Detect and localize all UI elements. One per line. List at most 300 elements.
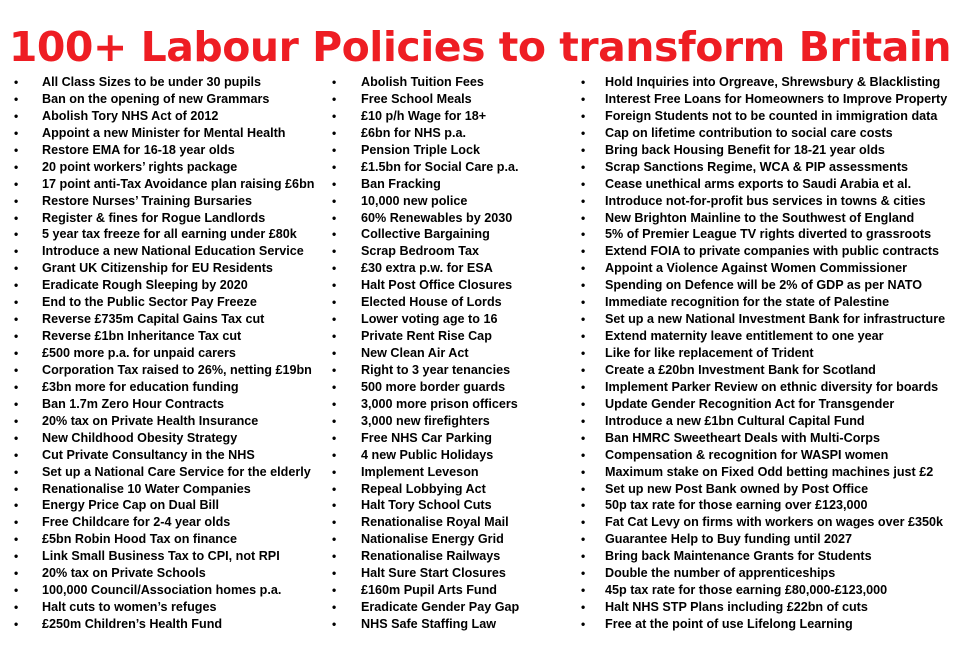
policy-item <box>581 125 947 142</box>
policy-text: £1.5bn for Social Care p.a. <box>361 159 519 174</box>
policy-item <box>332 464 519 481</box>
bullet-icon: • <box>581 108 586 123</box>
policy-text: Collective Bargaining <box>361 227 490 242</box>
policy-text: Repeal Lobbying Act <box>361 481 486 496</box>
policy-text: New Childhood Obesity Strategy <box>42 430 238 445</box>
bullet-icon: • <box>332 600 337 615</box>
policy-item <box>14 260 314 277</box>
policy-item <box>14 159 314 176</box>
policy-item <box>581 616 947 633</box>
bullet-icon: • <box>332 75 337 89</box>
policy-text: 60% Renewables by 2030 <box>361 210 513 225</box>
bullet-icon: • <box>332 329 337 344</box>
policy-text: Immediate recognition for the state of Palestine <box>605 295 890 310</box>
policy-list-column-2 <box>332 74 520 633</box>
policy-text: Compensation & recognition for WASPI women <box>605 447 889 462</box>
policy-text: £3bn more for education funding <box>42 379 239 394</box>
bullet-icon: • <box>332 176 337 191</box>
bullet-icon: • <box>14 362 19 377</box>
policy-text: £6bn for NHS p.a. <box>361 125 466 140</box>
policy-text: 50p tax rate for those earning over £123,000 <box>605 498 868 513</box>
policy-text: Halt NHS STP Plans including £22bn of cuts <box>605 600 868 615</box>
bullet-icon: • <box>581 261 586 276</box>
policy-text: Eradicate Rough Sleeping by 2020 <box>42 278 248 293</box>
bullet-icon: • <box>14 515 19 530</box>
policy-item <box>332 210 519 227</box>
bullet-icon: • <box>581 312 586 327</box>
policy-text: 100,000 Council/Association homes p.a. <box>42 583 282 598</box>
bullet-icon: • <box>332 583 337 598</box>
bullet-icon: • <box>14 193 19 208</box>
policy-item <box>14 311 314 328</box>
policy-text: Register & fines for Rogue Landlords <box>42 210 266 225</box>
bullet-icon: • <box>332 481 337 496</box>
policy-item <box>332 531 519 548</box>
policy-item <box>581 328 947 345</box>
policy-item <box>332 277 519 294</box>
policy-text: 5% of Premier League TV rights diverted to grassroots <box>605 227 932 242</box>
policy-text: Update Gender Recognition Act for Transgender <box>605 396 895 411</box>
policy-item <box>581 548 947 565</box>
policy-item <box>581 91 948 108</box>
policy-item <box>14 176 315 193</box>
policy-item <box>332 193 519 210</box>
policy-item <box>581 447 947 464</box>
bullet-icon: • <box>332 447 337 462</box>
policy-text: Halt Post Office Closures <box>361 278 513 293</box>
bullet-icon: • <box>14 244 19 259</box>
policy-item <box>14 379 314 396</box>
policy-text: New Clean Air Act <box>361 346 469 360</box>
bullet-icon: • <box>332 498 337 513</box>
bullet-icon: • <box>581 295 586 310</box>
bullet-icon: • <box>581 498 586 513</box>
policy-text: Double the number of apprenticeships <box>605 566 836 581</box>
bullet-icon: • <box>14 142 19 157</box>
bullet-icon: • <box>332 549 337 564</box>
bullet-icon: • <box>581 329 586 344</box>
policy-text: £10 p/h Wage for 18+ <box>361 108 487 123</box>
bullet-icon: • <box>332 464 337 479</box>
policy-text: 500 more border guards <box>361 379 506 394</box>
policy-item <box>14 531 314 548</box>
policy-item <box>581 159 947 176</box>
policy-item <box>332 294 519 311</box>
policy-text: Eradicate Gender Pay Gap <box>361 600 520 615</box>
policy-text: Free Childcare for 2-4 year olds <box>42 515 231 530</box>
policy-text: Restore EMA for 16-18 year olds <box>42 142 235 157</box>
bullet-icon: • <box>332 261 337 276</box>
policy-item <box>581 362 947 379</box>
policy-text: Restore Nurses’ Training Bursaries <box>42 193 252 208</box>
policy-text: Private Rent Rise Cap <box>361 329 492 344</box>
policy-item <box>14 125 314 142</box>
policy-text: 20% tax on Private Schools <box>42 566 206 581</box>
policy-text: New Brighton Mainline to the Southwest of England <box>605 210 915 225</box>
bullet-icon: • <box>14 396 19 411</box>
policy-text: Halt Sure Start Closures <box>361 566 506 581</box>
bullet-icon: • <box>14 346 19 360</box>
policy-item <box>332 108 519 125</box>
policy-text: Ban Fracking <box>361 176 441 191</box>
policy-text: 3,000 new firefighters <box>361 413 490 428</box>
policy-text: Ban HMRC Sweetheart Deals with Multi-Corps <box>605 430 880 445</box>
bullet-icon: • <box>332 617 337 631</box>
policy-text: Extend maternity leave entitlement to one year <box>605 329 884 344</box>
policy-text: Set up a new National Investment Bank for infrastructure <box>605 312 946 327</box>
bullet-icon: • <box>332 91 337 106</box>
bullet-icon: • <box>14 430 19 445</box>
bullet-icon: • <box>332 142 337 157</box>
policy-text: Halt Tory School Cuts <box>361 498 492 513</box>
bullet-icon: • <box>581 396 586 411</box>
policy-text: Fat Cat Levy on firms with workers on wages over £350k <box>605 515 944 530</box>
bullet-icon: • <box>14 549 19 564</box>
policy-item <box>332 91 519 108</box>
policy-item <box>581 582 947 599</box>
policy-text: Interest Free Loans for Homeowners to Improve Property <box>605 91 948 106</box>
policy-text: Lower voting age to 16 <box>361 312 498 327</box>
bullet-icon: • <box>581 227 586 242</box>
policy-item <box>14 464 314 481</box>
policy-text: Implement Leveson <box>361 464 479 479</box>
policy-text: £30 extra p.w. for ESA <box>361 261 493 276</box>
policy-item <box>14 514 314 531</box>
bullet-icon: • <box>14 159 19 174</box>
policy-item <box>581 345 947 362</box>
policy-item <box>332 430 519 447</box>
policy-text: Extend FOIA to private companies with public contracts <box>605 244 940 259</box>
bullet-icon: • <box>581 379 586 394</box>
policy-text: Energy Price Cap on Dual Bill <box>42 498 220 513</box>
policy-text: Bring back Housing Benefit for 18-21 year olds <box>605 142 885 157</box>
policy-item <box>14 243 314 260</box>
policy-text: £160m Pupil Arts Fund <box>361 583 497 598</box>
bullet-icon: • <box>581 75 586 89</box>
bullet-icon: • <box>332 227 337 242</box>
policy-text: Cease unethical arms exports to Saudi Arabia et al. <box>605 176 912 191</box>
policy-text: Nationalise Energy Grid <box>361 532 504 547</box>
bullet-icon: • <box>14 329 19 344</box>
policy-item <box>14 226 314 243</box>
policy-text: Appoint a Violence Against Women Commissioner <box>605 261 908 276</box>
bullet-icon: • <box>332 346 337 360</box>
policy-text: Cap on lifetime contribution to social care costs <box>605 125 893 140</box>
policy-text: Abolish Tuition Fees <box>361 75 484 89</box>
policy-item <box>581 142 947 159</box>
policy-item <box>332 514 519 531</box>
policy-item <box>332 396 519 413</box>
policy-item <box>332 599 520 616</box>
policy-text: Link Small Business Tax to CPI, not RPI <box>42 549 280 564</box>
bullet-icon: • <box>14 312 19 327</box>
policy-text: 5 year tax freeze for all earning under £80k <box>42 227 297 242</box>
policy-text: Set up a National Care Service for the elderly <box>42 464 311 479</box>
policy-item <box>581 396 947 413</box>
bullet-icon: • <box>14 91 19 106</box>
bullet-icon: • <box>581 159 586 174</box>
bullet-icon: • <box>14 413 19 428</box>
policy-item <box>581 481 947 498</box>
policy-item <box>332 311 519 328</box>
bullet-icon: • <box>581 549 586 564</box>
policy-item <box>581 243 947 260</box>
policy-item <box>581 311 947 328</box>
policy-item <box>332 226 519 243</box>
policy-item <box>14 447 314 464</box>
policy-text: 17 point anti-Tax Avoidance plan raising £6bn <box>42 176 315 191</box>
policy-item <box>581 226 947 243</box>
bullet-icon: • <box>332 396 337 411</box>
policy-item <box>581 294 947 311</box>
policy-text: Scrap Sanctions Regime, WCA & PIP assessments <box>605 159 909 174</box>
policy-item <box>14 413 314 430</box>
bullet-icon: • <box>332 159 337 174</box>
policy-text: All Class Sizes to be under 30 pupils <box>42 75 262 89</box>
policy-item <box>581 193 947 210</box>
policy-item <box>14 362 314 379</box>
policy-list-column-3 <box>581 74 948 633</box>
policy-item <box>14 294 314 311</box>
policy-text: Free NHS Car Parking <box>361 430 492 445</box>
policy-item <box>332 548 519 565</box>
policy-item <box>14 616 314 633</box>
bullet-icon: • <box>332 108 337 123</box>
policy-item <box>332 481 519 498</box>
bullet-icon: • <box>332 244 337 259</box>
policy-item <box>581 176 947 193</box>
policy-text: Reverse £735m Capital Gains Tax cut <box>42 312 265 327</box>
policy-item <box>14 565 314 582</box>
policy-text: Scrap Bedroom Tax <box>361 244 480 259</box>
bullet-icon: • <box>332 278 337 293</box>
bullet-icon: • <box>14 210 19 225</box>
policy-text: Corporation Tax raised to 26%, netting £19bn <box>42 362 312 377</box>
policy-item <box>581 260 947 277</box>
bullet-icon: • <box>332 413 337 428</box>
bullet-icon: • <box>14 566 19 581</box>
policy-item <box>581 514 947 531</box>
policy-item <box>14 277 314 294</box>
policy-item <box>581 74 947 91</box>
bullet-icon: • <box>581 362 586 377</box>
bullet-icon: • <box>581 464 586 479</box>
policy-item <box>14 430 314 447</box>
bullet-icon: • <box>14 261 19 276</box>
policy-item <box>14 599 314 616</box>
policy-text: Appoint a new Minister for Mental Health <box>42 125 286 140</box>
bullet-icon: • <box>14 532 19 547</box>
policy-item <box>14 193 314 210</box>
policy-item <box>332 243 519 260</box>
bullet-icon: • <box>14 617 19 631</box>
policy-text: Right to 3 year tenancies <box>361 362 511 377</box>
policy-item <box>14 91 314 108</box>
policy-item <box>581 277 947 294</box>
policy-text: £500 more p.a. for unpaid carers <box>42 346 236 360</box>
bullet-icon: • <box>332 362 337 377</box>
bullet-icon: • <box>332 532 337 547</box>
policy-text: Free at the point of use Lifelong Learning <box>605 617 853 631</box>
policy-text: Abolish Tory NHS Act of 2012 <box>42 108 219 123</box>
policy-item <box>14 74 314 91</box>
bullet-icon: • <box>14 75 19 89</box>
policy-item <box>332 260 519 277</box>
policy-text: Spending on Defence will be 2% of GDP as per NATO <box>605 278 923 293</box>
policy-item <box>581 379 947 396</box>
policy-item <box>14 481 314 498</box>
policy-item <box>332 362 519 379</box>
policy-item <box>332 345 519 362</box>
bullet-icon: • <box>581 91 586 106</box>
policy-text: Grant UK Citizenship for EU Residents <box>42 261 273 276</box>
bullet-icon: • <box>581 583 586 598</box>
policy-text: End to the Public Sector Pay Freeze <box>42 295 257 310</box>
policy-text: Guarantee Help to Buy funding until 2027 <box>605 532 853 547</box>
policy-text: Introduce a new £1bn Cultural Capital Fund <box>605 413 865 428</box>
bullet-icon: • <box>14 583 19 598</box>
policy-text: £5bn Robin Hood Tax on finance <box>42 532 237 547</box>
bullet-icon: • <box>581 481 586 496</box>
bullet-icon: • <box>581 193 586 208</box>
bullet-icon: • <box>14 278 19 293</box>
bullet-icon: • <box>581 600 586 615</box>
policy-text: 20 point workers’ rights package <box>42 159 238 174</box>
policy-item <box>581 565 947 582</box>
policy-text: Hold Inquiries into Orgreave, Shrewsbury & Blacklisting <box>605 75 941 89</box>
bullet-icon: • <box>581 532 586 547</box>
policy-item <box>332 379 519 396</box>
policy-item <box>581 531 947 548</box>
policy-text: Like for like replacement of Trident <box>605 346 814 360</box>
bullet-icon: • <box>14 481 19 496</box>
policy-text: Ban on the opening of new Grammars <box>42 91 270 106</box>
bullet-icon: • <box>332 312 337 327</box>
policy-text: 20% tax on Private Health Insurance <box>42 413 259 428</box>
policy-item <box>332 328 519 345</box>
policy-text: Foreign Students not to be counted in immigration data <box>605 108 938 123</box>
bullet-icon: • <box>581 278 586 293</box>
policy-text: Ban 1.7m Zero Hour Contracts <box>42 396 224 411</box>
policy-item <box>332 159 519 176</box>
policy-text: Create a £20bn Investment Bank for Scotland <box>605 362 876 377</box>
policy-text: Introduce a new National Education Service <box>42 244 304 259</box>
bullet-icon: • <box>14 227 19 242</box>
bullet-icon: • <box>581 244 586 259</box>
policy-text: Pension Triple Lock <box>361 142 480 157</box>
bullet-icon: • <box>581 566 586 581</box>
policy-text: Set up new Post Bank owned by Post Office <box>605 481 869 496</box>
bullet-icon: • <box>14 108 19 123</box>
policy-item <box>581 108 947 125</box>
policy-text: Cut Private Consultancy in the NHS <box>42 447 255 462</box>
policy-item <box>332 125 519 142</box>
policy-list-column-1 <box>14 74 315 633</box>
bullet-icon: • <box>581 413 586 428</box>
policy-text: Reverse £1bn Inheritance Tax cut <box>42 329 242 344</box>
policy-text: Elected House of Lords <box>361 295 502 310</box>
policy-text: £250m Children’s Health Fund <box>42 617 223 631</box>
policy-text: 3,000 more prison officers <box>361 396 518 411</box>
policy-text: Renationalise Royal Mail <box>361 515 509 530</box>
policy-text: Bring back Maintenance Grants for Students <box>605 549 872 564</box>
policy-text: Renationalise Railways <box>361 549 501 564</box>
bullet-icon: • <box>581 430 586 445</box>
policy-item <box>14 142 314 159</box>
policy-item <box>332 497 519 514</box>
policy-item <box>581 599 947 616</box>
policy-item <box>14 345 314 362</box>
policy-item <box>581 430 947 447</box>
bullet-icon: • <box>14 125 19 140</box>
policy-item <box>14 582 314 599</box>
policy-item <box>581 497 947 514</box>
bullet-icon: • <box>581 447 586 462</box>
policy-item <box>14 210 314 227</box>
policy-item <box>14 396 314 413</box>
bullet-icon: • <box>332 193 337 208</box>
bullet-icon: • <box>14 600 19 615</box>
bullet-icon: • <box>332 125 337 140</box>
bullet-icon: • <box>14 447 19 462</box>
bullet-icon: • <box>332 566 337 581</box>
bullet-icon: • <box>581 346 586 360</box>
bullet-icon: • <box>581 617 586 631</box>
bullet-icon: • <box>332 430 337 445</box>
page-title: 100+ Labour Policies to transform Britain <box>8 23 952 71</box>
bullet-icon: • <box>332 210 337 225</box>
bullet-icon: • <box>581 142 586 157</box>
bullet-icon: • <box>14 295 19 310</box>
policy-text: Renationalise 10 Water Companies <box>42 481 251 496</box>
policy-text: Halt cuts to women’s refuges <box>42 600 217 615</box>
bullet-icon: • <box>14 176 19 191</box>
policy-item <box>14 108 314 125</box>
policy-item <box>332 565 519 582</box>
policy-text: 45p tax rate for those earning £80,000-£123,000 <box>605 583 888 598</box>
policy-text: 10,000 new police <box>361 193 468 208</box>
bullet-icon: • <box>581 125 586 140</box>
policy-item <box>14 548 314 565</box>
policy-item <box>14 497 314 514</box>
policy-text: Maximum stake on Fixed Odd betting machines just £2 <box>605 464 934 479</box>
policy-item <box>581 413 947 430</box>
policy-item <box>332 74 519 91</box>
bullet-icon: • <box>332 515 337 530</box>
bullet-icon: • <box>14 464 19 479</box>
policy-item <box>332 616 519 633</box>
policy-item <box>14 328 314 345</box>
policy-item <box>332 582 519 599</box>
bullet-icon: • <box>332 379 337 394</box>
policy-item <box>581 210 947 227</box>
bullet-icon: • <box>581 515 586 530</box>
bullet-icon: • <box>581 176 586 191</box>
policy-item <box>332 142 519 159</box>
policy-item <box>332 447 519 464</box>
bullet-icon: • <box>332 295 337 310</box>
policy-text: Implement Parker Review on ethnic diversity for boards <box>605 379 939 394</box>
policy-item <box>581 464 947 481</box>
policy-text: 4 new Public Holidays <box>361 447 494 462</box>
policy-item <box>332 413 519 430</box>
policy-text: Introduce not-for-profit bus services in towns & cities <box>605 193 926 208</box>
bullet-icon: • <box>581 210 586 225</box>
policy-text: Free School Meals <box>361 91 472 106</box>
policy-item <box>332 176 519 193</box>
bullet-icon: • <box>14 498 19 513</box>
policy-text: NHS Safe Staffing Law <box>361 617 497 631</box>
